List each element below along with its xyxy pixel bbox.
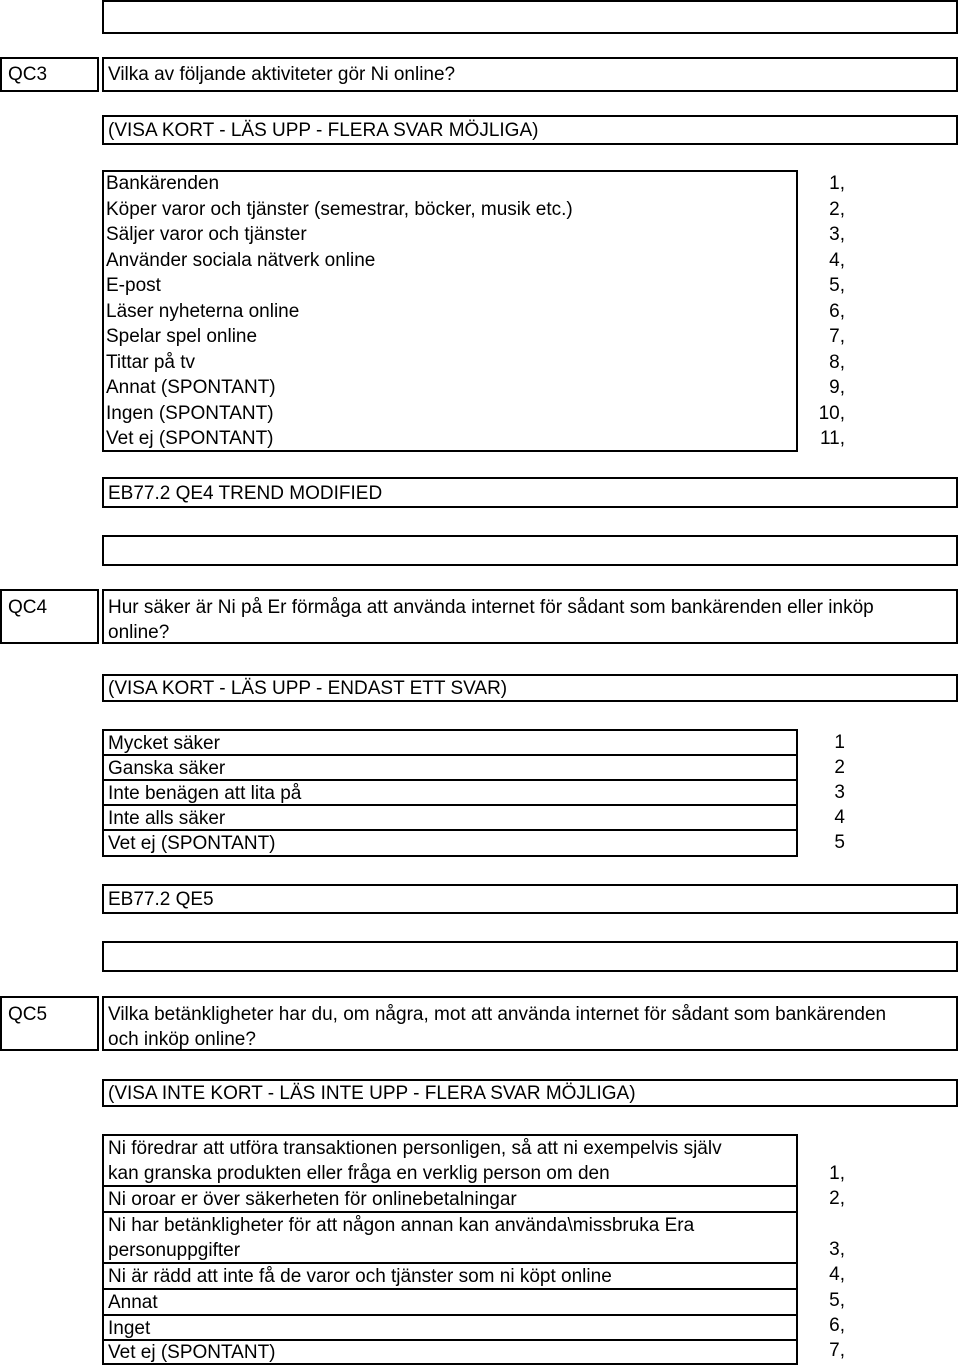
list-item — [102, 829, 798, 857]
option-label: Tittar på tv — [106, 351, 196, 373]
option-code: 1, — [829, 1163, 845, 1184]
list-item — [102, 1211, 798, 1264]
qc4-trend-box — [102, 884, 958, 914]
qc4-code: QC4 — [8, 597, 48, 618]
option-code: 3, — [829, 1239, 845, 1260]
option-label: Mycket säker — [108, 733, 220, 754]
qc3-code: QC3 — [8, 64, 48, 85]
list-item — [102, 1185, 798, 1213]
qc5-empty-box — [102, 941, 958, 972]
qc5-instruction: (VISA INTE KORT - LÄS INTE UPP - FLERA SVAR MÖJLIGA) — [108, 1083, 636, 1104]
qc5-question-line1: Vilka betänkligheter har du, om några, mot att använda internet för sådant som bankärenden — [108, 1004, 887, 1025]
option-label: Vet ej (SPONTANT) — [106, 428, 274, 449]
option-label-line1: Annat — [108, 1292, 158, 1313]
list-item — [102, 779, 798, 806]
list-item — [102, 1134, 798, 1187]
list-item — [102, 804, 798, 831]
qc3-instruction-box — [102, 115, 958, 145]
list-item — [102, 1288, 798, 1316]
option-label: Bankärenden — [106, 173, 220, 194]
qc4-instruction-box — [102, 674, 958, 702]
qc5-question-line2: och inköp online? — [108, 1029, 256, 1050]
qc3-code-box — [0, 57, 99, 92]
option-code: 4 — [834, 807, 845, 828]
qc4-empty-box — [102, 535, 958, 566]
list-item — [102, 1262, 798, 1290]
option-code: 11, — [819, 428, 845, 449]
option-label: Spelar spel online — [106, 326, 258, 347]
qc5-instruction-box — [102, 1079, 958, 1107]
qc4-trend: EB77.2 QE5 — [108, 889, 214, 910]
option-code: 7, — [829, 1340, 845, 1361]
list-item — [102, 754, 798, 781]
qc3-question: Vilka av följande aktiviteter gör Ni online? — [108, 64, 456, 85]
option-code: 5, — [829, 1290, 845, 1311]
option-label-line2: kan granska produkten eller fråga en verklig person om den — [108, 1163, 610, 1184]
option-label: Säljer varor och tjänster — [106, 224, 307, 245]
qc4-question-box — [102, 589, 958, 644]
option-code: 3 — [834, 782, 845, 803]
list-item — [102, 729, 798, 756]
qc3-trend-box — [102, 477, 958, 508]
option-code: 6, — [829, 300, 845, 322]
option-code: 6, — [829, 1315, 845, 1336]
qc3-instruction: (VISA KORT - LÄS UPP - FLERA SVAR MÖJLIGA) — [108, 120, 539, 141]
list-item — [102, 1339, 798, 1365]
option-code: 7, — [829, 326, 845, 347]
option-code: 2, — [829, 1188, 845, 1209]
qc4-code-box — [0, 589, 99, 644]
qc3-question-box — [102, 57, 958, 92]
option-label: Inte benägen att lita på — [108, 783, 302, 804]
qc4-question-line1: Hur säker är Ni på Er förmåga att använda internet för sådant som bankärenden eller inköp — [108, 597, 874, 618]
option-label: Annat (SPONTANT) — [106, 377, 276, 398]
option-label: Inte alls säker — [108, 808, 226, 829]
option-label-line1: Ni oroar er över säkerheten för onlinebetalningar — [108, 1189, 517, 1210]
option-code: 5, — [829, 275, 845, 296]
option-label-line1: Ni föredrar att utföra transaktionen personligen, så att ni exempelvis själv — [108, 1138, 722, 1159]
option-code: 2 — [834, 757, 845, 778]
option-code: 2, — [829, 198, 845, 220]
option-label-line2: personuppgifter — [108, 1240, 241, 1261]
option-label: Ganska säker — [108, 758, 226, 779]
option-label: E-post — [106, 275, 161, 296]
qc3-trend: EB77.2 QE4 TREND MODIFIED — [108, 483, 383, 504]
top-empty-box — [102, 0, 958, 34]
option-label-line1: Inget — [108, 1318, 151, 1339]
option-code: 3, — [829, 224, 845, 245]
option-label-line1: Vet ej (SPONTANT) — [108, 1342, 276, 1363]
qc4-question-line2: online? — [108, 622, 170, 643]
option-code: 8, — [829, 351, 845, 373]
option-label: Använder sociala nätverk online — [106, 249, 376, 271]
option-label: Läser nyheterna online — [106, 300, 300, 322]
list-item — [102, 1314, 798, 1341]
option-label-line1: Ni har betänkligheter för att någon annan kan använda\missbruka Era — [108, 1215, 695, 1236]
option-code: 1 — [834, 732, 845, 753]
option-code: 4, — [829, 249, 845, 271]
qc5-code: QC5 — [8, 1004, 48, 1025]
qc5-question-box — [102, 996, 958, 1051]
option-code: 1, — [829, 173, 845, 194]
option-code: 10, — [818, 402, 845, 424]
option-code: 9, — [829, 377, 845, 398]
option-code: 5 — [834, 832, 845, 853]
option-code: 4, — [829, 1264, 845, 1285]
option-label: Köper varor och tjänster (semestrar, böcker, musik etc.) — [106, 198, 573, 220]
option-label: Vet ej (SPONTANT) — [108, 833, 276, 854]
qc5-code-box — [0, 996, 99, 1051]
qc4-instruction: (VISA KORT - LÄS UPP - ENDAST ETT SVAR) — [108, 678, 508, 699]
option-label: Ingen (SPONTANT) — [106, 402, 274, 424]
option-label-line1: Ni är rädd att inte få de varor och tjänster som ni köpt online — [108, 1266, 612, 1287]
